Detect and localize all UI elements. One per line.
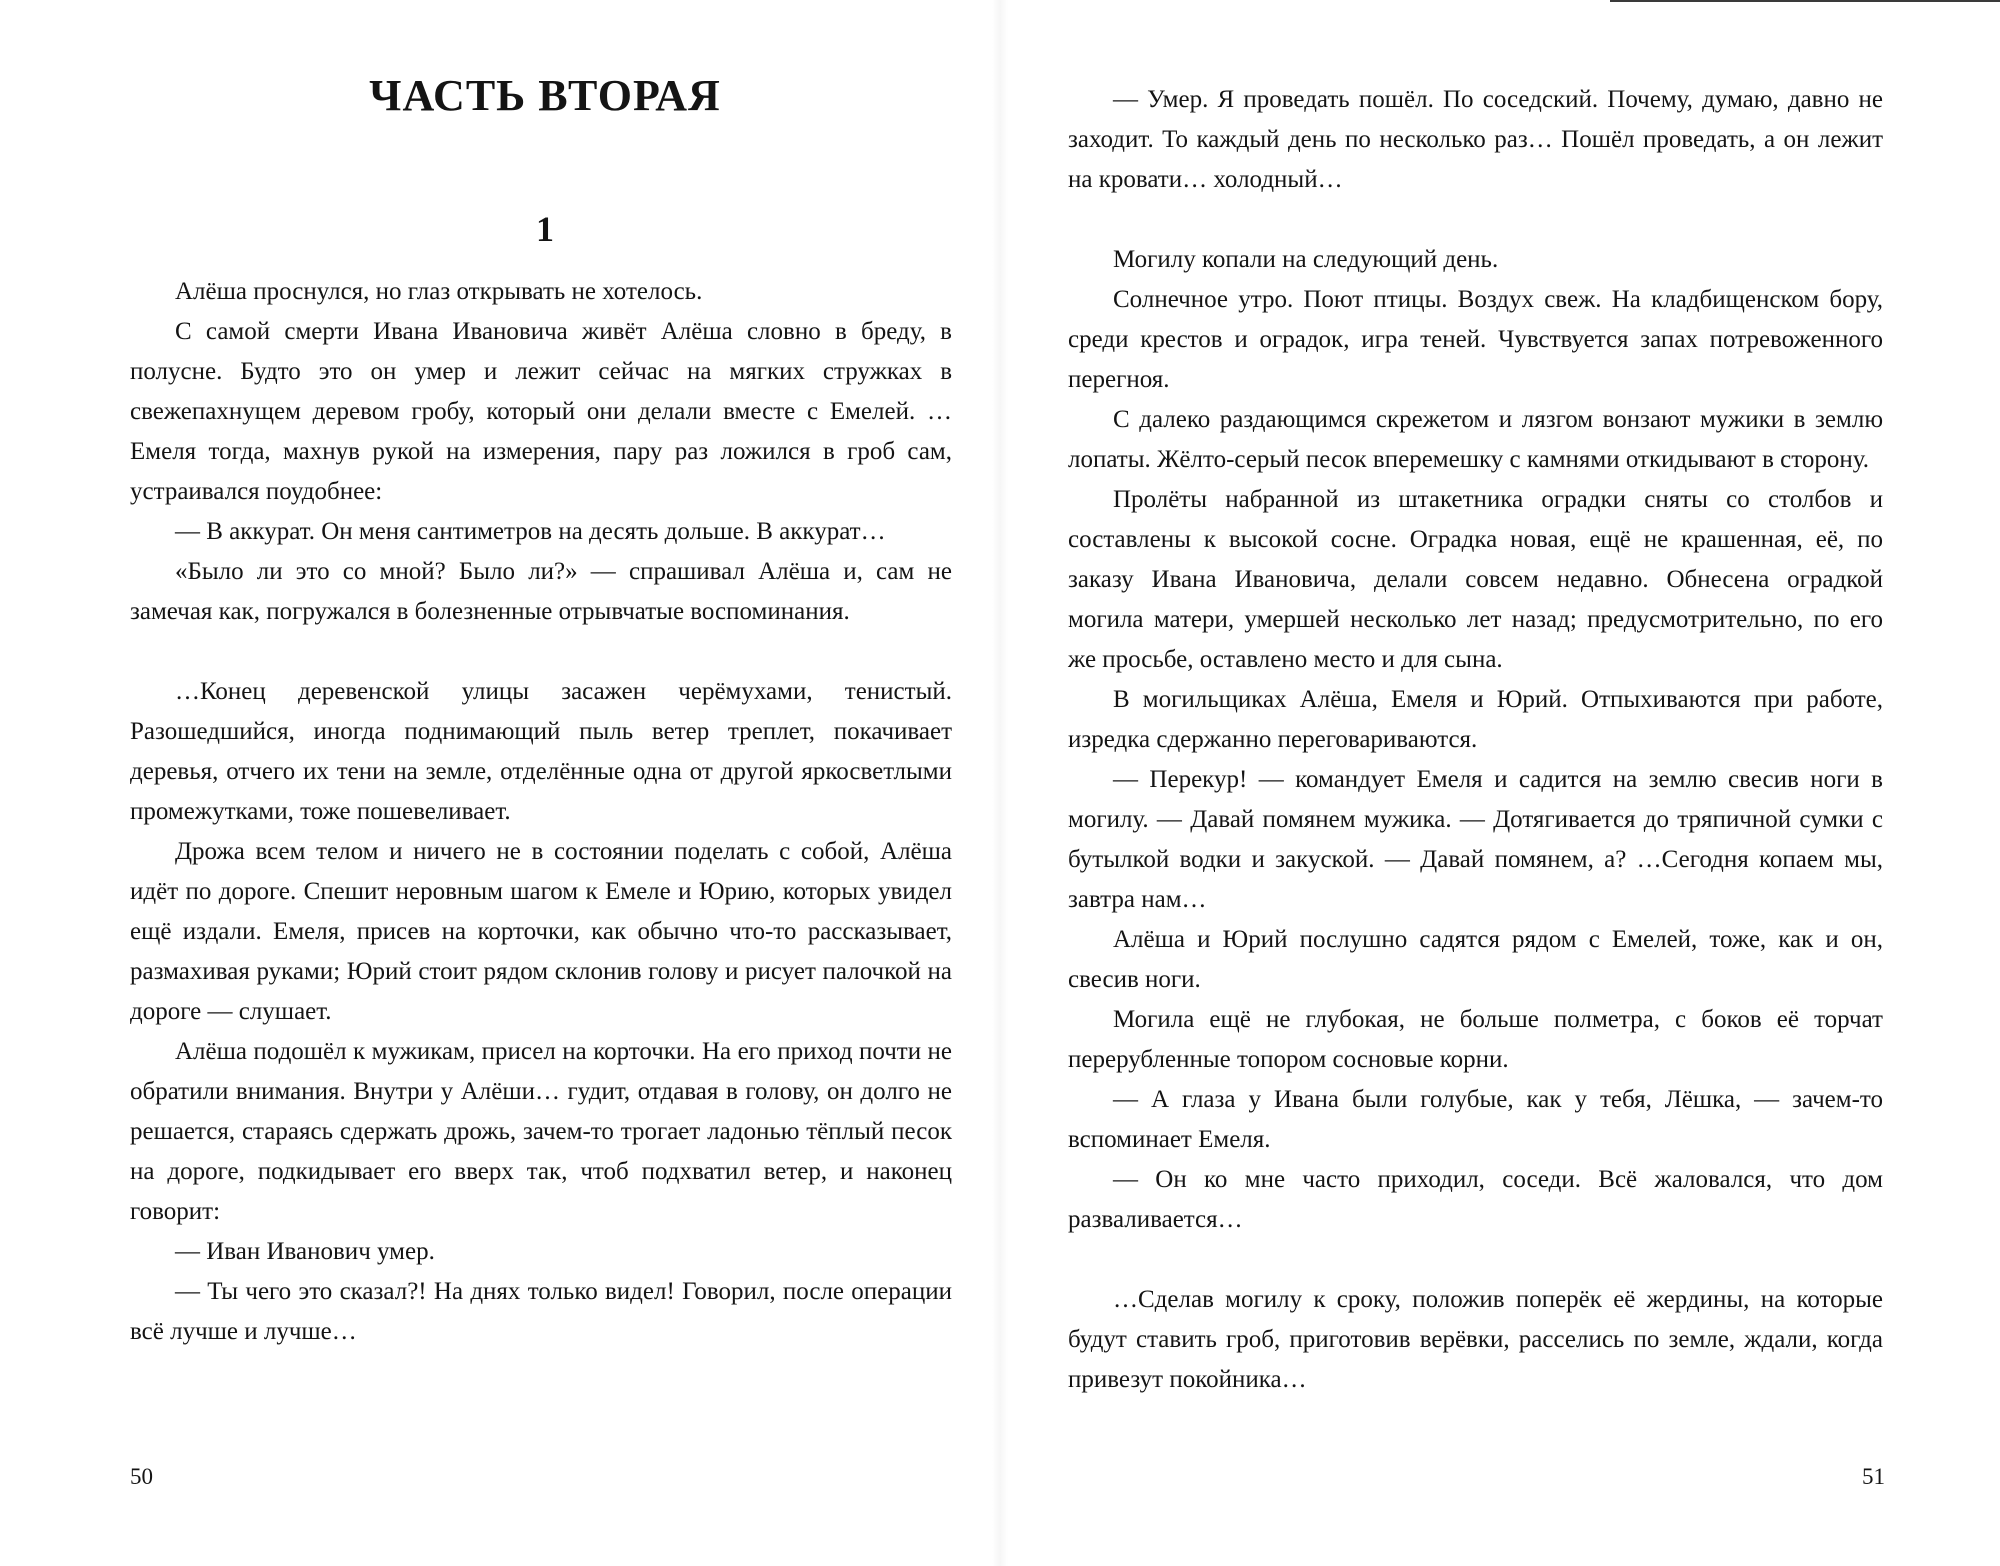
paragraph: В могильщиках Алёша, Емеля и Юрий. Отпыхиваются при работе, изредка сдержанно переговариваются. [1068,686,1883,753]
right-page [1000,0,2000,1566]
page-number-right: 51 [1862,1464,1885,1489]
paragraph: Пролёты набранной из штакетника оградки сняты со столбов и составлены к высокой сосне. Оградка новая, ещё не крашенная, её, по заказу Ивана Ивановича, делали совсем недавно. Обнесена оградкой могила матери, умершей несколько лет назад; предусмотрительно, по его же просьбе, оставлено место и для сына. [1068,486,1883,673]
paragraph: — Иван Иванович умер. [175,1238,435,1265]
paragraph: Дрожа всем телом и ничего не в состоянии поделать с собой, Алёша идёт по дороге. Спешит неровным шагом к Емеле и Юрию, которых увидел ещё издали. Емеля, присев на корточки, как обычно что-то рассказывает, размахивая руками; Юрий стоит рядом склонив голову и рисует палочкой на дороге — слушает. [130,838,952,1025]
paragraph: — В аккурат. Он меня сантиметров на десять дольше. В аккурат… [175,518,886,545]
section-break [1068,1240,1883,1280]
part-title: ЧАСТЬ ВТОРАЯ [369,71,721,120]
paragraph: — Ты чего это сказал?! На днях только видел! Говорил, после операции всё лучше и лучше… [130,1278,952,1345]
paragraph: Алёша проснулся, но глаз открывать не хотелось. [175,278,703,305]
section-break [130,632,952,672]
paragraph: «Было ли это со мной? Было ли?» — спрашивал Алёша и, сам не замечая как, погружался в болезненные отрывчатые воспоминания. [130,558,952,625]
paragraph: Алёша и Юрий послушно садятся рядом с Емелей, тоже, как и он, свесив ноги. [1068,926,1883,993]
chapter-number: 1 [536,209,554,249]
paragraph: …Сделав могилу к сроку, положив поперёк её жердины, на которые будут ставить гроб, приготовив верёвки, расселись по земле, ждали, когда привезут покойника… [1068,1286,1883,1393]
section-break [1068,200,1883,240]
paragraph: — Он ко мне часто приходил, соседи. Всё жаловался, что дом разваливается… [1068,1166,1883,1233]
right-page-body [1068,80,1883,1400]
left-page-body [130,272,952,1352]
page-number-left: 50 [130,1464,153,1489]
paragraph: Могила ещё не глубокая, не больше полметра, с боков её торчат перерубленные топором сосновые корни. [1068,1006,1883,1073]
paragraph: Алёша подошёл к мужикам, присел на корточки. На его приход почти не обратили внимания. Внутри у Алёши… гудит, отдавая в голову, он долго не решается, стараясь сдержать дрожь, зачем-то трогает ладонью тёплый песок на дороге, подкидывает его вверх так, чтоб подхватил ветер, и наконец говорит: [130,1038,952,1225]
paragraph: — Перекур! — командует Емеля и садится на землю свесив ноги в могилу. — Давай помянем мужика. — Дотягивается до тряпичной сумки с бутылкой водки и закуской. — Давай помянем, а? …Сегодня копаем мы, завтра нам… [1068,766,1883,913]
paragraph: С самой смерти Ивана Ивановича живёт Алёша словно в бреду, в полусне. Будто это он умер и лежит сейчас на мягких стружках в свежепахнущем деревом гробу, который они делали вместе с Емелей. …Емеля тогда, махнув рукой на измерения, пару раз ложился в гроб сам, устраивался поудобнее: [130,318,952,505]
paragraph: — Умер. Я проведать пошёл. По соседский. Почему, думаю, давно не заходит. То каждый день по несколько раз… Пошёл проведать, а он лежит на кровати… холодный… [1068,86,1883,193]
paragraph: …Конец деревенской улицы засажен черёмухами, тенистый. Разошедшийся, иногда поднимающий пыль ветер треплет, покачивает деревья, отчего их тени на земле, отделённые одна от другой яркосветлыми промежутками, тоже пошевеливает. [130,678,952,825]
paragraph: С далеко раздающимся скрежетом и лязгом вонзают мужики в землю лопаты. Жёлто-серый песок вперемешку с камнями откидывают в сторону. [1068,406,1883,473]
paragraph: — А глаза у Ивана были голубые, как у тебя, Лёшка, — зачем-то вспоминает Емеля. [1068,1086,1883,1153]
paragraph: Солнечное утро. Поют птицы. Воздух свеж. На кладбищенском бору, среди крестов и оградок, игра теней. Чувствуется запах потревоженного перегноя. [1068,286,1883,393]
paragraph: Могилу копали на следующий день. [1113,246,1499,273]
